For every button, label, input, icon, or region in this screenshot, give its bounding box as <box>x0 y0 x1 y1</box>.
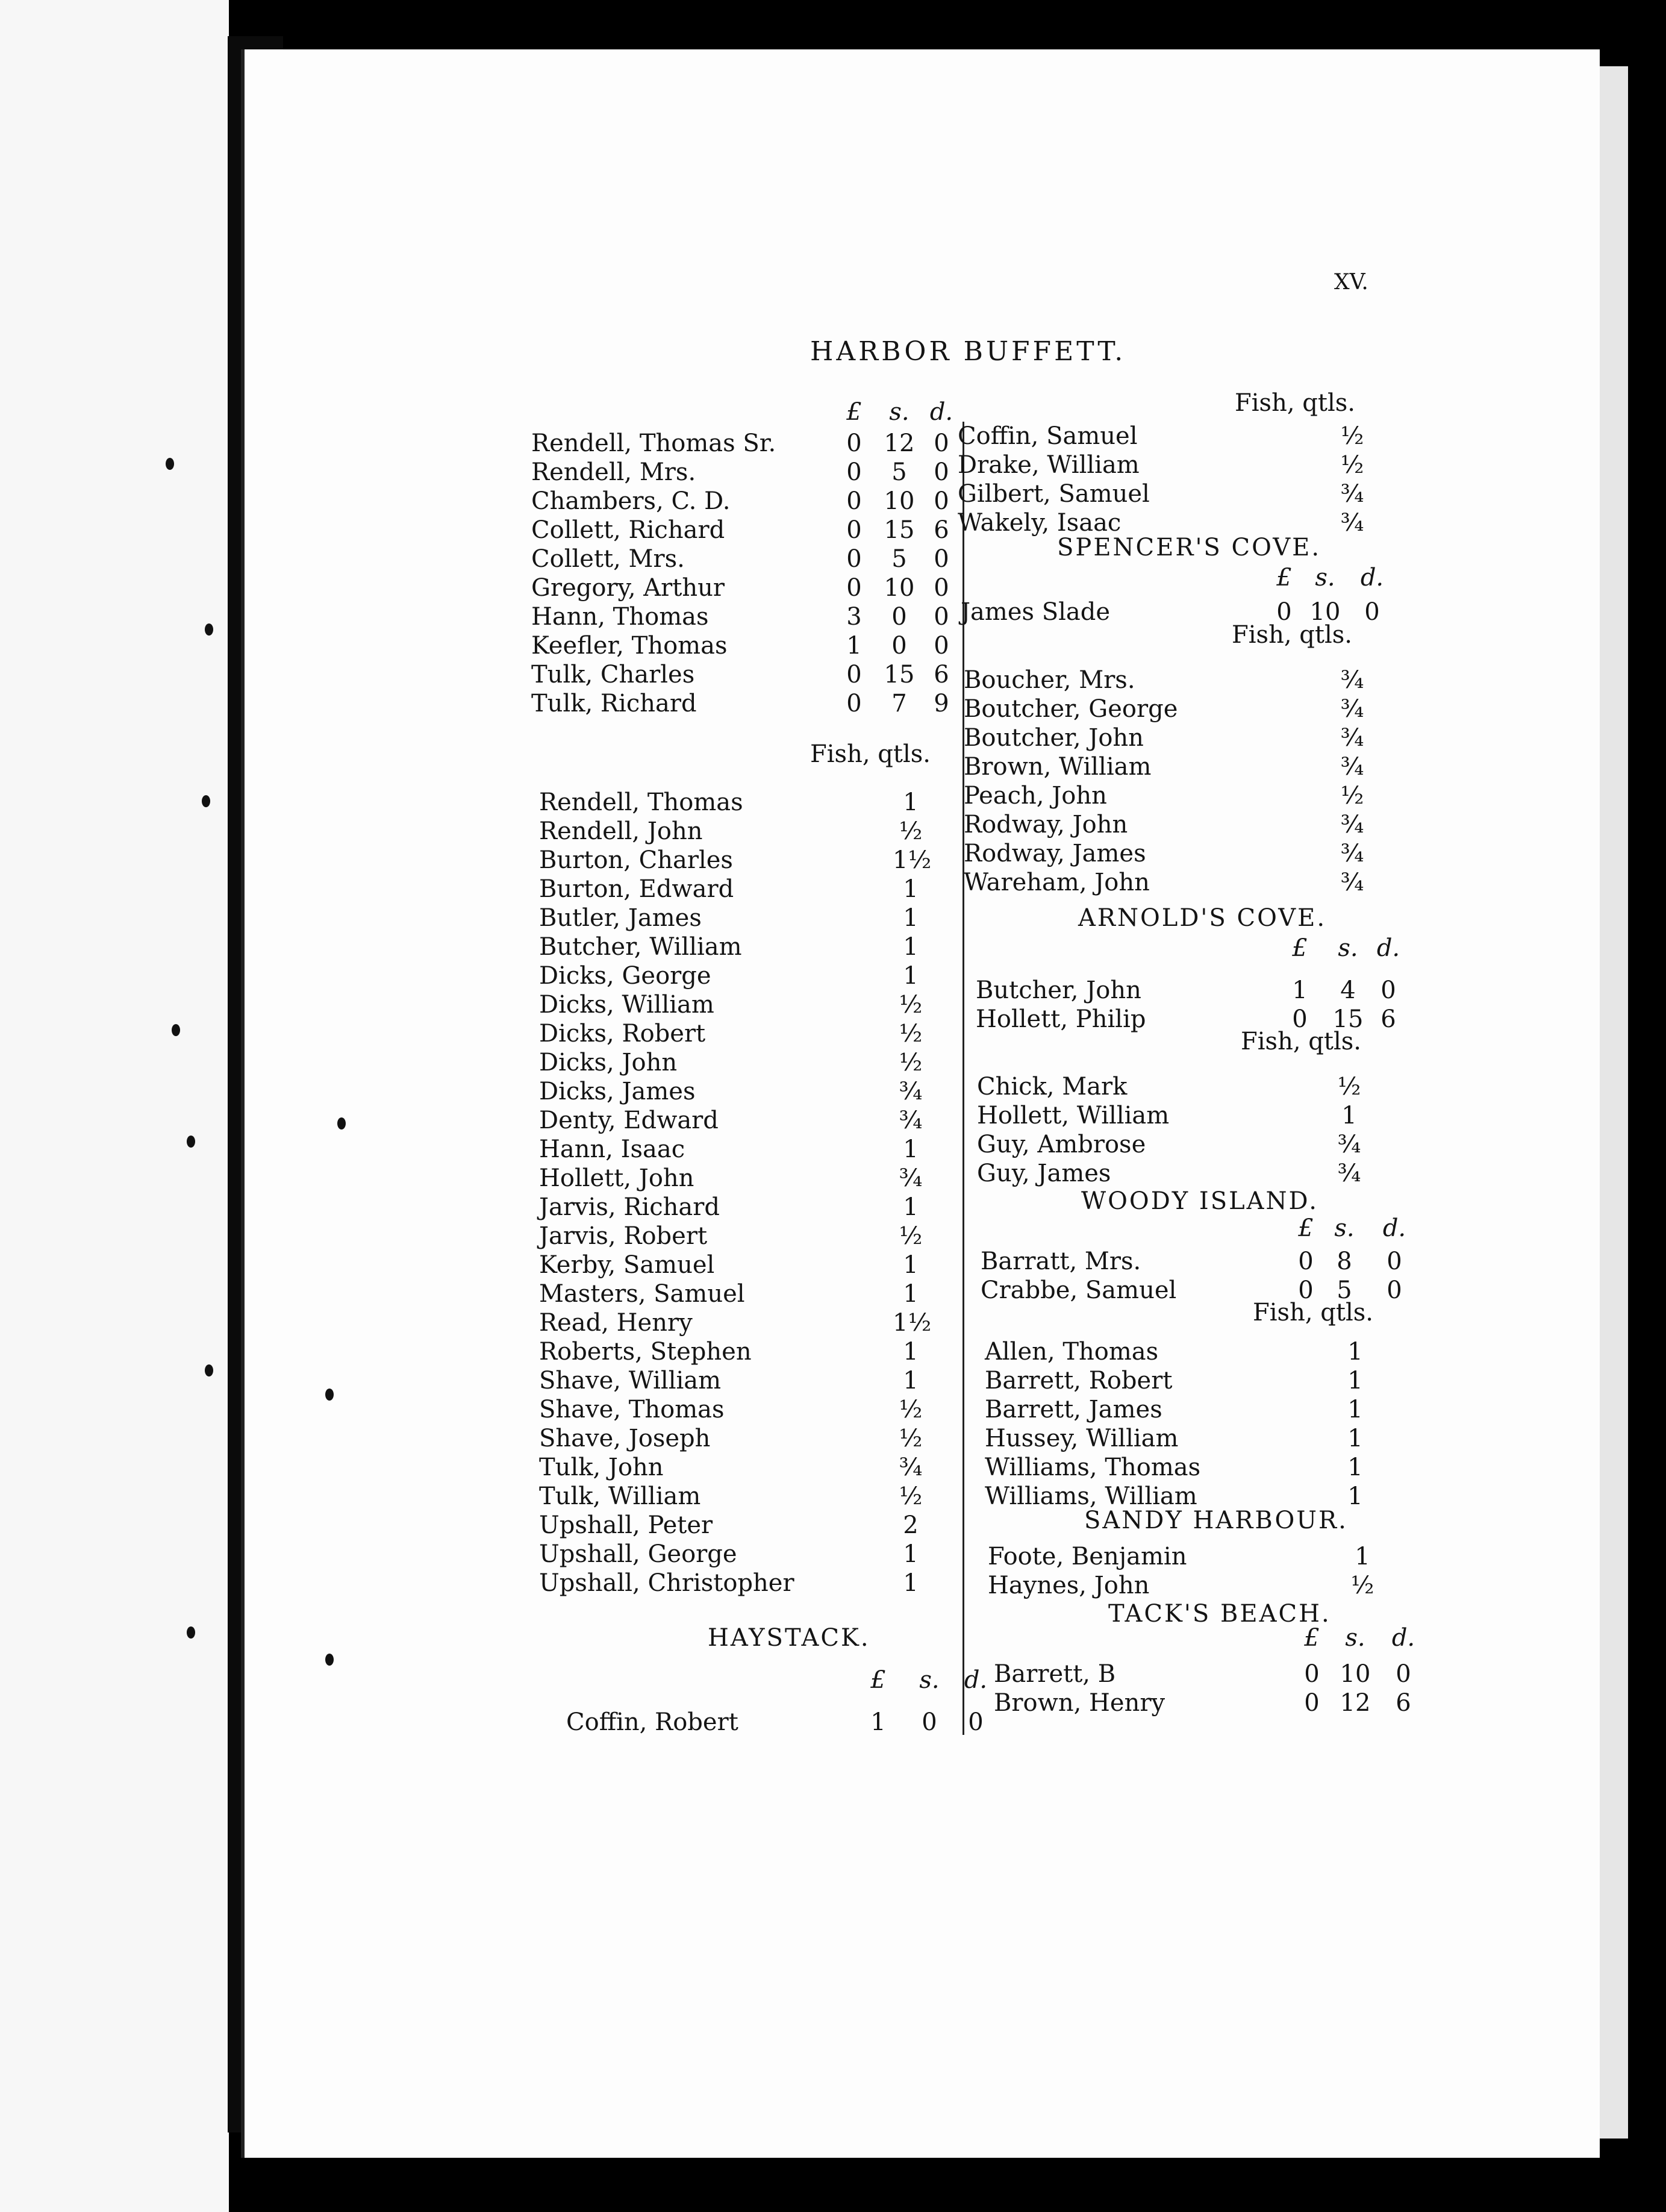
arnolds-cove-fish-row-quintals: 1 <box>1341 1102 1357 1129</box>
fish-row-quintals: 1 <box>903 1136 919 1163</box>
fish-row-name: Denty, Edward <box>539 1107 719 1134</box>
section-heading-sandy-harbour: SANDY HARBOUR. <box>1084 1507 1348 1534</box>
subscriber-row-pence: 0 <box>934 430 949 457</box>
arnolds-cove-fish-row-name: Guy, James <box>977 1160 1111 1187</box>
woody-island-money-row-name: Crabbe, Samuel <box>981 1276 1177 1304</box>
woody-island-fish-row-quintals: 1 <box>1347 1454 1363 1481</box>
fish-row-quintals: 1 <box>903 1540 919 1568</box>
sandy-harbour-fish-row-quintals: ½ <box>1350 1572 1374 1599</box>
spencers-cove-money-row-name: James Slade <box>961 598 1111 626</box>
woody-island-fish-row-name: Williams, Thomas <box>985 1454 1201 1481</box>
spencers-cove-fish-row-quintals: ¾ <box>1340 811 1364 839</box>
fish-row-quintals: 1 <box>903 962 919 990</box>
shilling-header: s. <box>1315 564 1335 592</box>
subscriber-row-shillings: 5 <box>891 458 907 486</box>
woody-island-fish-row-name: Barrett, James <box>985 1396 1162 1423</box>
subscriber-row-pounds: 0 <box>846 545 862 573</box>
subscriber-row-pounds: 0 <box>846 487 862 515</box>
subscriber-row-shillings: 0 <box>891 603 907 631</box>
spencers-cove-fish-row-name: Boutcher, George <box>964 695 1178 723</box>
spencers-cove-money-row-shillings: 10 <box>1309 598 1341 626</box>
subscriber-row-shillings: 10 <box>884 487 915 515</box>
arnolds-cove-money-row-name: Butcher, John <box>976 976 1141 1004</box>
arnolds-cove-money-row-pence: 0 <box>1381 976 1396 1004</box>
pound-header: £ <box>1276 564 1292 592</box>
haystack-row-shillings: 0 <box>922 1708 937 1736</box>
spencers-cove-fish-row-name: Peach, John <box>964 782 1107 810</box>
subscriber-row-name: Tulk, Charles <box>531 661 695 689</box>
fish-row-name: Tulk, William <box>539 1482 701 1510</box>
fish-row-name: Upshall, Christopher <box>539 1569 794 1597</box>
arnolds-cove-money-row-shillings: 4 <box>1340 976 1356 1004</box>
fish-row-quintals: 1 <box>903 1251 919 1279</box>
woody-island-fish-row-quintals: 1 <box>1347 1367 1363 1395</box>
woody-island-fish-row-name: Barrett, Robert <box>985 1367 1173 1395</box>
pence-header: d. <box>964 1666 988 1694</box>
pound-header: £ <box>846 398 862 426</box>
spencers-cove-fish-row-name: Wareham, John <box>964 869 1150 896</box>
subscriber-row-shillings: 5 <box>891 545 907 573</box>
subscriber-row-pounds: 0 <box>846 574 862 602</box>
ink-speck <box>205 1364 213 1376</box>
woody-island-money-row-shillings: 8 <box>1337 1248 1352 1275</box>
fish-quantity-header: Fish, qtls. <box>1235 389 1355 417</box>
fish-row-name: Jarvis, Richard <box>539 1193 720 1221</box>
subscriber-row-pence: 0 <box>934 487 949 515</box>
pence-header: d. <box>1382 1214 1406 1242</box>
section-heading-tacks-beach: TACK'S BEACH. <box>1108 1600 1331 1628</box>
fish-row-name: Masters, Samuel <box>539 1280 745 1308</box>
woody-island-fish-row-name: Williams, William <box>985 1482 1197 1510</box>
section-heading-spencers-cove: SPENCER'S COVE. <box>1057 534 1321 561</box>
shilling-header: s. <box>889 398 909 426</box>
arnolds-cove-fish-row-quintals: ¾ <box>1337 1160 1361 1187</box>
woody-island-money-row-pounds: 0 <box>1298 1276 1314 1304</box>
tacks-beach-money-row-shillings: 10 <box>1340 1660 1371 1688</box>
fish-row-name: Hann, Isaac <box>539 1136 685 1163</box>
spencers-cove-fish-row-quintals: ¾ <box>1340 724 1364 752</box>
fish-row-name: Dicks, William <box>539 991 714 1019</box>
subscriber-row-name: Rendell, Thomas Sr. <box>531 430 776 457</box>
subscriber-row-pence: 0 <box>934 574 949 602</box>
pound-header: £ <box>1298 1214 1314 1242</box>
shilling-header: s. <box>1345 1624 1365 1652</box>
subscriber-row-name: Gregory, Arthur <box>531 574 725 602</box>
ink-speck <box>187 1136 195 1148</box>
arnolds-cove-fish-row-quintals: ¾ <box>1337 1131 1361 1158</box>
fish-row-quintals: ¾ <box>1340 509 1364 537</box>
subscriber-row-pence: 9 <box>934 690 949 717</box>
subscriber-row-name: Hann, Thomas <box>531 603 709 631</box>
arnolds-cove-money-row-shillings: 15 <box>1332 1005 1364 1033</box>
woody-island-fish-row-quintals: 1 <box>1347 1425 1363 1452</box>
fish-row-quintals: ¾ <box>899 1454 923 1481</box>
arnolds-cove-fish-row-name: Guy, Ambrose <box>977 1131 1146 1158</box>
pence-header: d. <box>1391 1624 1415 1652</box>
fish-quantity-header: Fish, qtls. <box>1232 621 1352 649</box>
subscriber-row-pence: 0 <box>934 632 949 660</box>
fish-row-name: Upshall, George <box>539 1540 737 1568</box>
woody-island-money-row-name: Barratt, Mrs. <box>981 1248 1141 1275</box>
shilling-header: s. <box>919 1666 940 1694</box>
subscriber-row-pence: 0 <box>934 545 949 573</box>
fish-row-quintals: ½ <box>899 1222 923 1250</box>
fish-row-quintals: 1 <box>903 1569 919 1597</box>
subscriber-row-shillings: 15 <box>884 661 915 689</box>
subscriber-row-shillings: 15 <box>884 516 915 544</box>
fish-row-quintals: ½ <box>1340 422 1364 450</box>
fish-row-quintals: ½ <box>899 1049 923 1076</box>
subscriber-row-pence: 6 <box>934 516 949 544</box>
subscriber-row-pounds: 0 <box>846 430 862 457</box>
subscriber-row-pounds: 0 <box>846 661 862 689</box>
woody-island-money-row-shillings: 5 <box>1337 1276 1352 1304</box>
fish-row-name: Jarvis, Robert <box>539 1222 708 1250</box>
fish-row-name: Wakely, Isaac <box>958 509 1122 537</box>
fish-row-name: Butler, James <box>539 904 702 932</box>
fish-row-quintals: ¾ <box>1340 480 1364 508</box>
tacks-beach-money-row-shillings: 12 <box>1340 1689 1371 1717</box>
subscriber-row-name: Collett, Mrs. <box>531 545 685 573</box>
spencers-cove-fish-row-name: Brown, William <box>964 753 1152 781</box>
arnolds-cove-money-row-pounds: 1 <box>1292 976 1308 1004</box>
fish-row-name: Dicks, John <box>539 1049 678 1076</box>
ink-speck <box>325 1389 334 1401</box>
fish-row-quintals: ½ <box>899 1482 923 1510</box>
fish-row-name: Upshall, Peter <box>539 1511 713 1539</box>
spencers-cove-fish-row-quintals: ¾ <box>1340 753 1364 781</box>
fish-row-quintals: ½ <box>899 817 923 845</box>
ink-speck <box>166 458 174 470</box>
woody-island-fish-row-quintals: 1 <box>1347 1482 1363 1510</box>
woody-island-fish-row-quintals: 1 <box>1347 1338 1363 1366</box>
fish-row-quintals: 1 <box>903 875 919 903</box>
arnolds-cove-money-row-name: Hollett, Philip <box>976 1005 1146 1033</box>
pound-header: £ <box>870 1666 886 1694</box>
fish-row-name: Burton, Edward <box>539 875 734 903</box>
fish-row-name: Dicks, Robert <box>539 1020 706 1048</box>
fish-row-quintals: ½ <box>899 1396 923 1423</box>
fish-row-quintals: 1 <box>903 1193 919 1221</box>
fish-quantity-header: Fish, qtls. <box>810 740 931 768</box>
fish-row-quintals: ½ <box>1340 451 1364 479</box>
arnolds-cove-money-row-pounds: 0 <box>1292 1005 1308 1033</box>
spencers-cove-fish-row-quintals: ½ <box>1340 782 1364 810</box>
page-number: XV. <box>1334 270 1368 295</box>
pound-header: £ <box>1292 934 1308 962</box>
fish-row-quintals: 1 <box>903 904 919 932</box>
fish-row-quintals: ¾ <box>899 1078 923 1105</box>
fish-row-name: Coffin, Samuel <box>958 422 1138 450</box>
fish-row-quintals: 1½ <box>893 1309 932 1337</box>
pence-header: d. <box>1376 934 1400 962</box>
fish-row-name: Burton, Charles <box>539 846 733 874</box>
fish-quantity-header: Fish, qtls. <box>1241 1028 1361 1055</box>
fish-row-name: Rendell, Thomas <box>539 789 743 816</box>
subscriber-row-shillings: 12 <box>884 430 915 457</box>
ink-speck <box>325 1654 334 1666</box>
fish-row-quintals: ¾ <box>899 1164 923 1192</box>
ink-speck <box>187 1626 195 1639</box>
fish-row-name: Dicks, George <box>539 962 711 990</box>
ink-speck <box>205 623 213 636</box>
woody-island-fish-row-name: Allen, Thomas <box>985 1338 1159 1366</box>
subscriber-row-name: Rendell, Mrs. <box>531 458 696 486</box>
sandy-harbour-fish-row-name: Haynes, John <box>988 1572 1150 1599</box>
shilling-header: s. <box>1338 934 1358 962</box>
pence-header: d. <box>929 398 953 426</box>
subscriber-row-pence: 0 <box>934 603 949 631</box>
subscriber-row-name: Keefler, Thomas <box>531 632 728 660</box>
fish-row-quintals: 1 <box>903 1338 919 1366</box>
spencers-cove-fish-row-quintals: ¾ <box>1340 869 1364 896</box>
haystack-row-name: Coffin, Robert <box>566 1708 738 1736</box>
spencers-cove-fish-row-name: Boucher, Mrs. <box>964 666 1135 694</box>
arnolds-cove-fish-row-name: Chick, Mark <box>977 1073 1128 1101</box>
spencers-cove-fish-row-name: Rodway, John <box>964 811 1128 839</box>
fish-row-name: Kerby, Samuel <box>539 1251 715 1279</box>
woody-island-fish-row-quintals: 1 <box>1347 1396 1363 1423</box>
spencers-cove-fish-row-quintals: ¾ <box>1340 840 1364 867</box>
fish-row-name: Tulk, John <box>539 1454 664 1481</box>
fish-row-name: Roberts, Stephen <box>539 1338 752 1366</box>
pence-header: d. <box>1360 564 1384 592</box>
fish-row-quintals: ½ <box>899 1020 923 1048</box>
subscriber-row-pounds: 0 <box>846 458 862 486</box>
sandy-harbour-fish-row-name: Foote, Benjamin <box>988 1543 1187 1570</box>
fish-row-name: Hollett, John <box>539 1164 694 1192</box>
subscriber-row-shillings: 10 <box>884 574 915 602</box>
haystack-row-pence: 0 <box>968 1708 984 1736</box>
spencers-cove-money-row-pounds: 0 <box>1276 598 1292 626</box>
spencers-cove-fish-row-quintals: ¾ <box>1340 695 1364 723</box>
subscriber-row-pence: 6 <box>934 661 949 689</box>
fish-row-name: Shave, William <box>539 1367 722 1395</box>
tacks-beach-money-row-pounds: 0 <box>1304 1689 1320 1717</box>
tacks-beach-money-row-pence: 0 <box>1396 1660 1411 1688</box>
fish-row-quintals: 1 <box>903 1367 919 1395</box>
ink-speck <box>172 1024 180 1036</box>
fish-row-quintals: ¾ <box>899 1107 923 1134</box>
ink-speck <box>202 795 210 807</box>
fish-row-quintals: 1 <box>903 1280 919 1308</box>
subscriber-row-pounds: 0 <box>846 690 862 717</box>
fish-row-quintals: 2 <box>903 1511 919 1539</box>
fish-quantity-header: Fish, qtls. <box>1253 1299 1373 1326</box>
section-heading-woody-island: WOODY ISLAND. <box>1081 1187 1318 1215</box>
tacks-beach-money-row-pence: 6 <box>1396 1689 1411 1717</box>
spencers-cove-fish-row-name: Boutcher, John <box>964 724 1144 752</box>
spencers-cove-fish-row-name: Rodway, James <box>964 840 1146 867</box>
left-facing-page <box>0 0 229 2212</box>
subscriber-row-shillings: 0 <box>891 632 907 660</box>
fish-row-name: Shave, Joseph <box>539 1425 711 1452</box>
subscriber-row-shillings: 7 <box>891 690 907 717</box>
woody-island-money-row-pence: 0 <box>1387 1248 1402 1275</box>
ink-speck <box>337 1117 346 1129</box>
section-heading-arnolds-cove: ARNOLD'S COVE. <box>1078 904 1327 932</box>
spencers-cove-fish-row-quintals: ¾ <box>1340 666 1364 694</box>
fish-row-name: Drake, William <box>958 451 1140 479</box>
arnolds-cove-money-row-pence: 6 <box>1381 1005 1396 1033</box>
shilling-header: s. <box>1334 1214 1355 1242</box>
fish-row-name: Dicks, James <box>539 1078 696 1105</box>
spencers-cove-money-row-pence: 0 <box>1364 598 1380 626</box>
arnolds-cove-fish-row-name: Hollett, William <box>977 1102 1170 1129</box>
sandy-harbour-fish-row-quintals: 1 <box>1355 1543 1370 1570</box>
subscriber-row-name: Collett, Richard <box>531 516 725 544</box>
arnolds-cove-fish-row-quintals: ½ <box>1337 1073 1361 1101</box>
subscriber-row-name: Tulk, Richard <box>531 690 697 717</box>
section-heading-haystack: HAYSTACK. <box>708 1624 870 1652</box>
subscriber-row-name: Chambers, C. D. <box>531 487 731 515</box>
fish-row-quintals: 1 <box>903 789 919 816</box>
tacks-beach-money-row-pounds: 0 <box>1304 1660 1320 1688</box>
fish-row-quintals: 1 <box>903 933 919 961</box>
woody-island-money-row-pence: 0 <box>1387 1276 1402 1304</box>
tacks-beach-money-row-name: Barrett, B <box>994 1660 1116 1688</box>
fish-row-name: Rendell, John <box>539 817 703 845</box>
fish-row-name: Gilbert, Samuel <box>958 480 1150 508</box>
fish-row-quintals: ½ <box>899 991 923 1019</box>
tacks-beach-money-row-name: Brown, Henry <box>994 1689 1165 1717</box>
pound-header: £ <box>1304 1624 1320 1652</box>
subscriber-row-pounds: 1 <box>846 632 862 660</box>
subscriber-row-pounds: 3 <box>846 603 862 631</box>
subscriber-row-pounds: 0 <box>846 516 862 544</box>
woody-island-money-row-pounds: 0 <box>1298 1248 1314 1275</box>
fish-row-name: Butcher, William <box>539 933 742 961</box>
fish-row-name: Read, Henry <box>539 1309 693 1337</box>
fish-row-quintals: 1½ <box>893 846 932 874</box>
woody-island-fish-row-name: Hussey, William <box>985 1425 1179 1452</box>
page-title: HARBOR BUFFETT. <box>810 336 1126 367</box>
fish-row-quintals: ½ <box>899 1425 923 1452</box>
subscriber-row-pence: 0 <box>934 458 949 486</box>
haystack-row-pounds: 1 <box>870 1708 886 1736</box>
fish-row-name: Shave, Thomas <box>539 1396 725 1423</box>
